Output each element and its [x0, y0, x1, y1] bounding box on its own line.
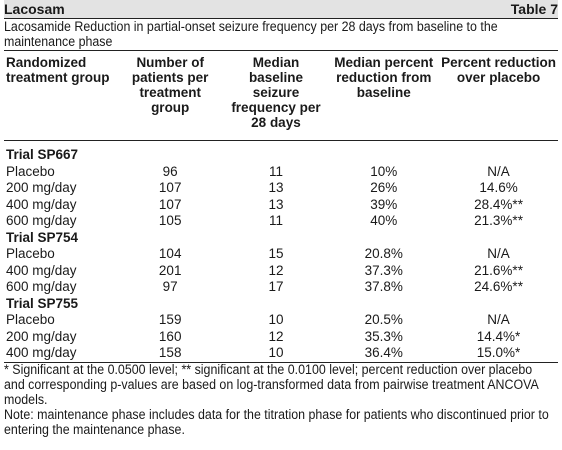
cell-patients: 97	[162, 279, 178, 294]
cell-baseline: 17	[268, 279, 284, 294]
cell-patients: 107	[158, 180, 182, 195]
cell-baseline: 11	[268, 213, 283, 228]
cell-treatment: 400 mg/day	[6, 262, 77, 278]
cell-baseline: 12	[268, 328, 284, 344]
cell-baseline: 13	[268, 180, 284, 195]
trial-name: Trial SP754	[6, 229, 79, 245]
cell-median-reduction: 37.3%	[364, 262, 403, 278]
column-header-median-reduction: Median percent reduction from baseline	[334, 55, 434, 100]
cell-patients: 107	[158, 196, 182, 212]
table-row	[4, 345, 558, 362]
table-header-bar	[4, 0, 558, 19]
cell-treatment: 400 mg/day	[4, 345, 117, 362]
cell-reduction-over-placebo: N/A	[487, 163, 510, 179]
cell-baseline: 12	[268, 262, 284, 278]
cell-patients: 96	[162, 163, 178, 179]
column-header-baseline-frequency: Median baseline seizure frequency per 28 days	[231, 55, 321, 130]
drug-name: Lacosam	[4, 1, 65, 17]
table-row	[4, 329, 558, 346]
trial-heading-row	[4, 296, 558, 313]
cell-treatment: 600 mg/day	[6, 279, 77, 294]
column-header-treatment-group: Randomized treatment group	[6, 55, 110, 85]
cell-patients: 104	[158, 246, 182, 261]
cell-treatment: 600 mg/day	[6, 213, 77, 228]
cell-reduction-over-placebo: 21.3%**	[474, 213, 523, 228]
cell-median-reduction: 26%	[370, 180, 398, 195]
cell-median-reduction: 37.8%	[364, 279, 403, 294]
table-caption: Lacosamide Reduction in partial-onset seizure frequency per 28 days from baseline to the maintenance phase	[4, 19, 498, 49]
table-row	[4, 246, 558, 263]
table-row	[4, 164, 558, 181]
cell-reduction-over-placebo: 14.4%*	[476, 328, 521, 344]
maintenance-note: Note: maintenance phase includes data for the titration phase for patients who discontinued prior to entering the maintenance phase.	[4, 407, 549, 437]
table-number: Table 7	[510, 1, 558, 17]
cell-median-reduction: 20.5%	[364, 312, 403, 327]
cell-patients: 201	[158, 262, 182, 278]
cell-reduction-over-placebo: 15.0%*	[439, 345, 558, 362]
table-row	[4, 197, 558, 214]
cell-reduction-over-placebo: 28.4%**	[474, 196, 523, 212]
cell-treatment: 200 mg/day	[6, 180, 77, 195]
table-row	[4, 279, 558, 296]
cell-treatment: 200 mg/day	[6, 328, 77, 344]
cell-treatment: 400 mg/day	[6, 196, 77, 212]
cell-baseline: 11	[268, 163, 283, 179]
column-header-reduction-over-placebo: Percent reduction over placebo	[441, 55, 556, 85]
cell-median-reduction: 10%	[370, 163, 398, 179]
cell-baseline: 10	[224, 345, 329, 362]
cell-median-reduction: 36.4%	[328, 345, 439, 362]
cell-patients: 160	[158, 328, 182, 344]
cell-patients: 158	[117, 345, 224, 362]
column-header-patients: Number of patients per treatment group	[131, 55, 209, 115]
column-header-row	[4, 51, 558, 141]
trial-name: Trial SP667	[6, 147, 79, 162]
data-table	[4, 50, 558, 363]
cell-reduction-over-placebo: 21.6%**	[474, 262, 523, 278]
cell-baseline: 10	[268, 312, 284, 327]
cell-reduction-over-placebo: N/A	[487, 312, 510, 327]
trial-heading-row	[4, 230, 558, 247]
cell-median-reduction: 39%	[370, 196, 398, 212]
cell-median-reduction: 40%	[370, 213, 398, 228]
table-row	[4, 180, 558, 197]
cell-treatment: Placebo	[6, 312, 55, 327]
footnotes	[4, 362, 556, 437]
cell-treatment: Placebo	[6, 163, 55, 179]
table-row	[4, 263, 558, 280]
table-row	[4, 213, 558, 230]
cell-baseline: 13	[268, 196, 284, 212]
cell-median-reduction: 35.3%	[364, 328, 403, 344]
cell-baseline: 15	[268, 246, 284, 261]
table-row	[4, 312, 558, 329]
cell-median-reduction: 20.8%	[364, 246, 403, 261]
cell-reduction-over-placebo: 14.6%	[479, 180, 518, 195]
cell-patients: 105	[158, 213, 182, 228]
cell-reduction-over-placebo: 24.6%**	[474, 279, 523, 294]
cell-treatment: Placebo	[6, 246, 55, 261]
cell-patients: 159	[158, 312, 182, 327]
significance-footnote: * Significant at the 0.0500 level; ** significant at the 0.0100 level; percent reduction over placebo and corresponding p-values are based on log-transformed data from pairwise treatment ANCOVA models.	[4, 362, 539, 407]
trial-name: Trial SP755	[6, 295, 79, 311]
trial-heading-row	[4, 147, 558, 164]
cell-reduction-over-placebo: N/A	[487, 246, 510, 261]
